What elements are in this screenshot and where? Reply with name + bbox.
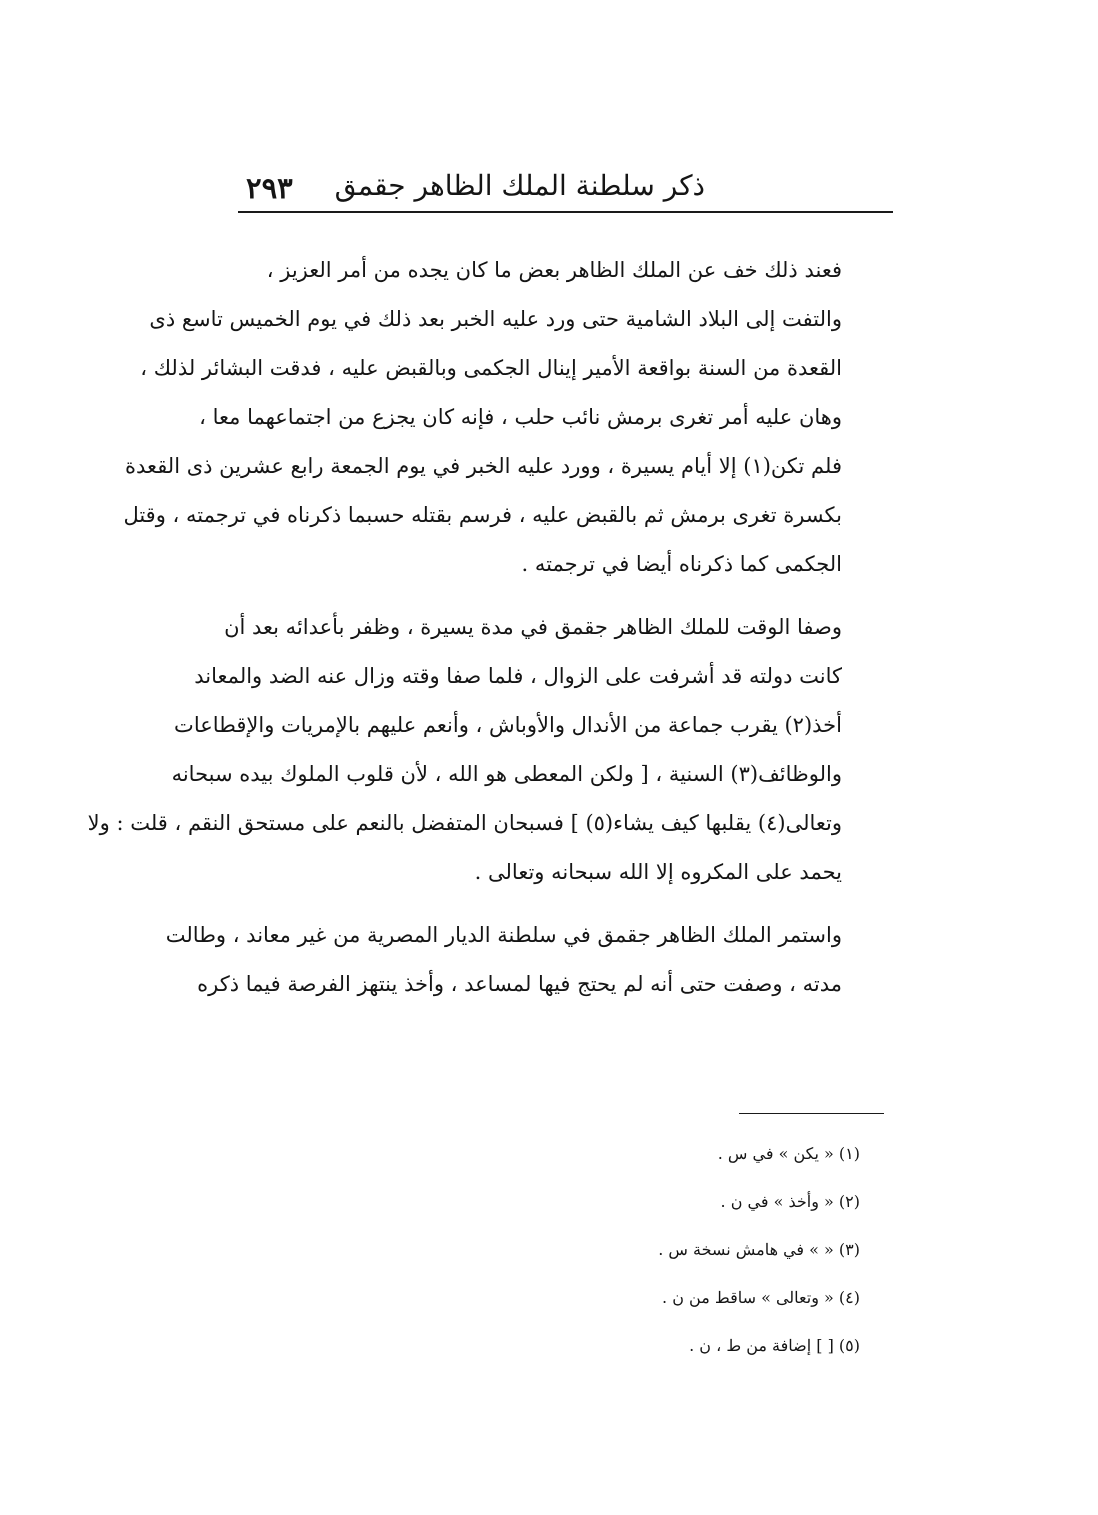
- footnote-2: (٢) « وأخذ » في ن .: [720, 1192, 860, 1211]
- page-header: [238, 163, 893, 207]
- header-rule: [238, 211, 893, 213]
- running-title: ذكر سلطنة الملك الظاهر جقمق: [334, 169, 705, 202]
- text-line: فلم تكن(١) إلا أيام يسيرة ، وورد عليه الخبر في يوم الجمعة رابع عشرين ذى القعدة: [125, 454, 842, 478]
- footnote-4: (٤) « وتعالى » ساقط من ن .: [662, 1288, 860, 1307]
- page-number: ٢٩٣: [246, 171, 293, 205]
- footnote-3: (٣) « » في هامش نسخة س .: [658, 1240, 860, 1259]
- footnote-5: (٥) [ ] إضافة من ط ، ن .: [689, 1336, 860, 1355]
- paragraph-2: [87, 603, 880, 897]
- text-line: كانت دولته قد أشرفت على الزوال ، فلما صفا وقته وزال عنه الضد والمعاند: [194, 664, 842, 688]
- text-line: واستمر الملك الظاهر جقمق في سلطنة الديار المصرية من غير معاند ، وطالت: [165, 923, 842, 947]
- footnote-1: (١) « يكن » في س .: [717, 1144, 860, 1163]
- text-line: والوظائف(٣) السنية ، [ ولكن المعطى هو الله ، لأن قلوب الملوك بيده سبحانه: [171, 762, 842, 786]
- text-line: وتعالى(٤) يقلبها كيف يشاء(٥) ] فسبحان المتفضل بالنعم على مستحق النقم ، قلت : ولا: [87, 811, 842, 835]
- text-line: والتفت إلى البلاد الشامية حتى ورد عليه الخبر بعد ذلك في يوم الخميس تاسع ذى: [149, 307, 842, 331]
- text-line: أخذ(٢) يقرب جماعة من الأندال والأوباش ، وأنعم عليهم بالإمريات والإقطاعات: [174, 713, 842, 737]
- text-line: الجكمى كما ذكرناه أيضا في ترجمته .: [521, 552, 842, 576]
- paragraph-3: [165, 911, 880, 1009]
- text-line: يحمد على المكروه إلا الله سبحانه وتعالى .: [474, 860, 842, 884]
- text-line: مدته ، وصفت حتى أنه لم يحتج فيها لمساعد ، وأخذ ينتهز الفرصة فيما ذكره: [197, 972, 842, 996]
- text-line: فعند ذلك خف عن الملك الظاهر بعض ما كان يجده من أمر العزيز ،: [266, 258, 842, 282]
- text-line: القعدة من السنة بواقعة الأمير إينال الجكمى وبالقبض عليه ، فدقت البشائر لذلك ،: [140, 356, 842, 380]
- text-line: وهان عليه أمر تغرى برمش نائب حلب ، فإنه كان يجزع من اجتماعهما معا ،: [199, 405, 842, 429]
- footnotes: [500, 1130, 860, 1370]
- main-text: [87, 246, 880, 1009]
- text-line: وصفا الوقت للملك الظاهر جقمق في مدة يسيرة ، وظفر بأعدائه بعد أن: [224, 615, 842, 639]
- paragraph-1: [123, 246, 880, 589]
- footnote-rule: [739, 1113, 884, 1114]
- text-line: بكسرة تغرى برمش ثم بالقبض عليه ، فرسم بقتله حسبما ذكرناه في ترجمته ، وقتل: [123, 503, 842, 527]
